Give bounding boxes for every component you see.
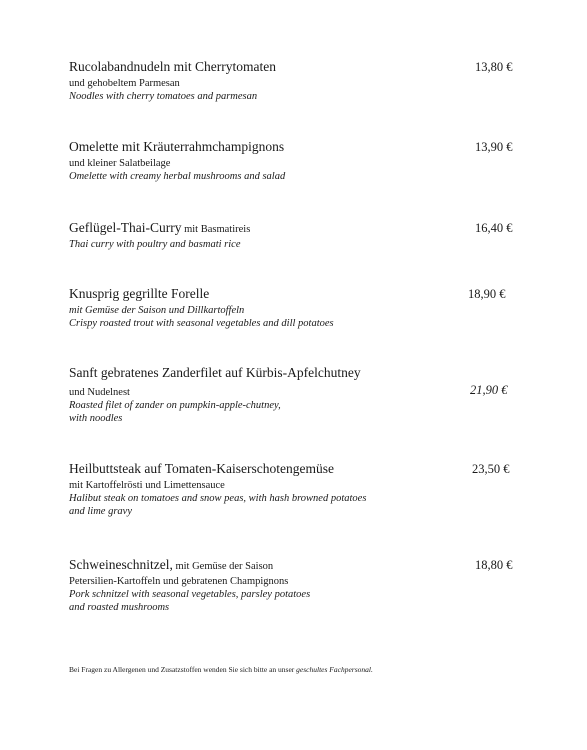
dish-english: and lime gravy	[69, 506, 132, 517]
dish-title: Heilbuttsteak auf Tomaten-Kaiserschotengemüse	[69, 461, 334, 476]
dish-price: 21,90 €	[470, 383, 508, 397]
dish-english: with noodles	[69, 413, 123, 424]
dish-description: Petersilien-Kartoffeln und gebratenen Champignons	[69, 576, 289, 587]
dish-description: mit Kartoffelrösti und Limettensauce	[69, 480, 225, 491]
allergen-notice: Bei Fragen zu Allergenen und Zusatzstoffen wenden Sie sich bitte an unser geschultes Fachpersonal.	[69, 665, 373, 674]
dish-title: Omelette mit Kräuterrahmchampignons	[69, 139, 285, 154]
dish-price: 23,50 €	[472, 462, 510, 476]
dish-english: Omelette with creamy herbal mushrooms and salad	[69, 171, 286, 182]
dish-english: Roasted filet of zander on pumpkin-apple-chutney,	[69, 400, 281, 411]
dish-english: and roasted mushrooms	[69, 602, 170, 613]
dish-price: 13,90 €	[475, 140, 513, 154]
dish-description: und kleiner Salatbeilage	[69, 158, 171, 169]
dish-english: Crispy roasted trout with seasonal vegetables and dill potatoes	[69, 318, 334, 329]
dish-description: mit Gemüse der Saison und Dillkartoffeln	[69, 305, 245, 316]
dish-price: 18,90 €	[468, 287, 506, 301]
dish-title: Schweineschnitzel, mit Gemüse der Saison	[69, 557, 274, 572]
menu-item	[69, 461, 539, 518]
dish-title: Rucolabandnudeln mit Cherrytomaten	[69, 59, 276, 74]
menu-item	[69, 59, 539, 103]
dish-english: Pork schnitzel with seasonal vegetables, parsley potatoes	[69, 589, 311, 600]
dish-description: und Nudelnest	[69, 387, 130, 398]
dish-english: Thai curry with poultry and basmati rice	[69, 239, 241, 250]
dish-title: Knusprig gegrillte Forelle	[69, 286, 210, 301]
dish-english: Halibut steak on tomatoes and snow peas, with hash browned potatoes	[69, 493, 367, 504]
dish-title: Geflügel-Thai-Curry mit Basmatireis	[69, 220, 251, 235]
dish-title: Sanft gebratenes Zanderfilet auf Kürbis-Apfelchutney	[69, 365, 361, 380]
menu-item	[69, 365, 539, 425]
menu-item	[69, 220, 539, 251]
dish-price: 18,80 €	[475, 558, 513, 572]
dish-english: Noodles with cherry tomatoes and parmesan	[69, 91, 258, 102]
menu-item	[69, 139, 539, 183]
dish-price: 13,80 €	[475, 60, 513, 74]
dish-price: 16,40 €	[475, 221, 513, 235]
dish-description: und gehobeltem Parmesan	[69, 78, 180, 89]
menu-item	[69, 557, 539, 614]
